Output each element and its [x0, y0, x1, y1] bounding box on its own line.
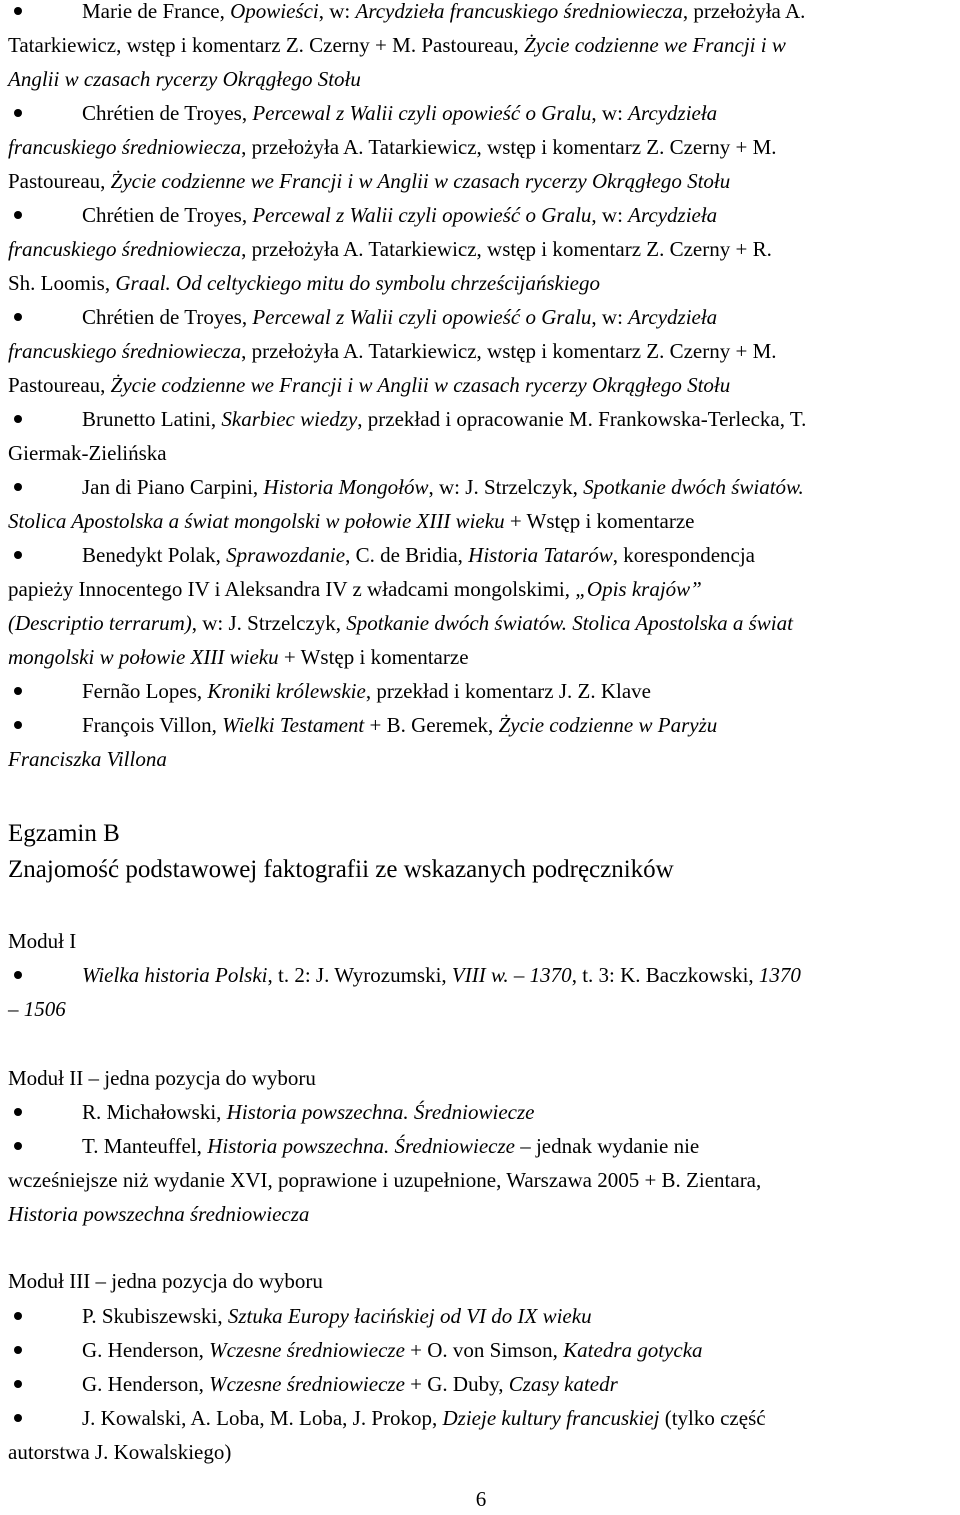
list-item [8, 958, 954, 1026]
bullet-icon [14, 211, 22, 219]
list-item-continuation: Stolica Apostolska a świat mongolski w połowie XIII wieku + Wstęp i komentarze [8, 509, 695, 533]
bullet-icon [14, 483, 22, 491]
bullet-icon [14, 7, 22, 15]
list-item-line: Chrétien de Troyes, Percewal z Walii czyli opowieść o Gralu, w: Arcydzieła [82, 101, 718, 125]
list-item [8, 402, 954, 470]
bullet-icon [14, 721, 22, 729]
list-item-continuation: Historia powszechna średniowiecza [8, 1202, 310, 1226]
list-item-continuation: francuskiego średniowiecza, przełożyła A. Tatarkiewicz, wstęp i komentarz Z. Czerny + M. [8, 339, 777, 363]
list-item-line: Benedykt Polak, Sprawozdanie, C. de Bridia, Historia Tatarów, korespondencja [82, 543, 755, 567]
list-item-line: Wielka historia Polski, t. 2: J. Wyrozumski, VIII w. – 1370, t. 3: K. Baczkowski, 1370 [82, 963, 801, 987]
list-item-line: Chrétien de Troyes, Percewal z Walii czyli opowieść o Gralu, w: Arcydzieła [82, 203, 718, 227]
list-item-line: P. Skubiszewski, Sztuka Europy łacińskiej od VI do IX wieku [82, 1304, 592, 1328]
list-item [8, 1095, 954, 1129]
bullet-icon [14, 313, 22, 321]
list-item-continuation: Tatarkiewicz, wstęp i komentarz Z. Czerny + M. Pastoureau, Życie codzienne we Francji i w [8, 33, 786, 57]
list-item [8, 96, 954, 198]
bullet-icon [14, 971, 22, 979]
list-item-line: François Villon, Wielki Testament + B. Geremek, Życie codzienne w Paryżu [82, 713, 718, 737]
bullet-icon [14, 1414, 22, 1422]
list-item [8, 1333, 954, 1367]
list-item-continuation: Sh. Loomis, Graal. Od celtyckiego mitu do symbolu chrześcijańskiego [8, 271, 600, 295]
list-item-line: Chrétien de Troyes, Percewal z Walii czyli opowieść o Gralu, w: Arcydzieła [82, 305, 718, 329]
bullet-icon [14, 1312, 22, 1320]
bullet-icon [14, 1142, 22, 1150]
list-item [8, 0, 954, 96]
module-1-title: Moduł I [8, 929, 77, 953]
list-item-continuation: francuskiego średniowiecza, przełożyła A. Tatarkiewicz, wstęp i komentarz Z. Czerny + M. [8, 135, 777, 159]
list-item-line: T. Manteuffel, Historia powszechna. Średniowiecze – jednak wydanie nie [82, 1134, 700, 1158]
list-item-continuation: Pastoureau, Życie codzienne we Francji i w Anglii w czasach rycerzy Okrągłego Stołu [8, 169, 731, 193]
list-item [8, 300, 954, 402]
list-item-continuation: wcześniejsze niż wydanie XVI, poprawione i uzupełnione, Warszawa 2005 + B. Zientara, [8, 1168, 762, 1192]
module-2-list [8, 1095, 954, 1231]
list-item-continuation: – 1506 [8, 997, 66, 1021]
list-item-continuation: papieży Innocentego IV i Aleksandra IV z władcami mongolskimi, „Opis krajów” [8, 577, 702, 601]
list-item-continuation: mongolski w połowie XIII wieku + Wstęp i komentarze [8, 645, 469, 669]
page-number: 6 [475, 1487, 487, 1511]
list-item [8, 470, 954, 538]
list-item [8, 708, 954, 776]
bullet-icon [14, 415, 22, 423]
bullet-icon [14, 687, 22, 695]
module-3-title: Moduł III – jedna pozycja do wyboru [8, 1269, 323, 1293]
list-item [8, 1299, 954, 1333]
list-item [8, 674, 954, 708]
module-2-title: Moduł II – jedna pozycja do wyboru [8, 1066, 316, 1090]
bullet-icon [14, 1108, 22, 1116]
list-item-line: Brunetto Latini, Skarbiec wiedzy, przekład i opracowanie M. Frankowska-Terlecka, T. [82, 407, 807, 431]
list-item-continuation: (Descriptio terrarum), w: J. Strzelczyk, Spotkanie dwóch światów. Stolica Apostolska a świat [8, 611, 793, 635]
module-3-list [8, 1299, 954, 1469]
module-1-list [8, 958, 954, 1026]
exam-subtitle: Znajomość podstawowej faktografii ze wskazanych podręczników [8, 856, 674, 883]
list-item-continuation: Anglii w czasach rycerzy Okrągłego Stołu [8, 67, 361, 91]
bullet-icon [14, 551, 22, 559]
list-item [8, 198, 954, 300]
list-item [8, 1401, 954, 1469]
list-item-line: Marie de France, Opowieści, w: Arcydzieła francuskiego średniowiecza, przełożyła A. [82, 0, 806, 23]
list-item-line: Jan di Piano Carpini, Historia Mongołów, w: J. Strzelczyk, Spotkanie dwóch światów. [82, 475, 804, 499]
reading-list-a [8, 0, 954, 776]
list-item-line: Fernão Lopes, Kroniki królewskie, przekład i komentarz J. Z. Klave [82, 679, 651, 703]
list-item-line: G. Henderson, Wczesne średniowiecze + O. von Simson, Katedra gotycka [82, 1338, 703, 1362]
list-item-continuation: Giermak-Zielińska [8, 441, 167, 465]
bullet-icon [14, 1346, 22, 1354]
list-item [8, 1367, 954, 1401]
list-item-continuation: autorstwa J. Kowalskiego) [8, 1440, 232, 1464]
bullet-icon [14, 109, 22, 117]
list-item-continuation: Pastoureau, Życie codzienne we Francji i w Anglii w czasach rycerzy Okrągłego Stołu [8, 373, 731, 397]
list-item-line: R. Michałowski, Historia powszechna. Średniowiecze [82, 1100, 535, 1124]
list-item-line: J. Kowalski, A. Loba, M. Loba, J. Prokop, Dzieje kultury francuskiej (tylko część [82, 1406, 766, 1430]
list-item [8, 538, 954, 674]
exam-title: Egzamin B [8, 820, 120, 847]
bullet-icon [14, 1380, 22, 1388]
list-item-line: G. Henderson, Wczesne średniowiecze + G. Duby, Czasy katedr [82, 1372, 618, 1396]
list-item-continuation: francuskiego średniowiecza, przełożyła A. Tatarkiewicz, wstęp i komentarz Z. Czerny + R. [8, 237, 772, 261]
list-item-continuation: Franciszka Villona [8, 747, 167, 771]
list-item [8, 1129, 954, 1231]
